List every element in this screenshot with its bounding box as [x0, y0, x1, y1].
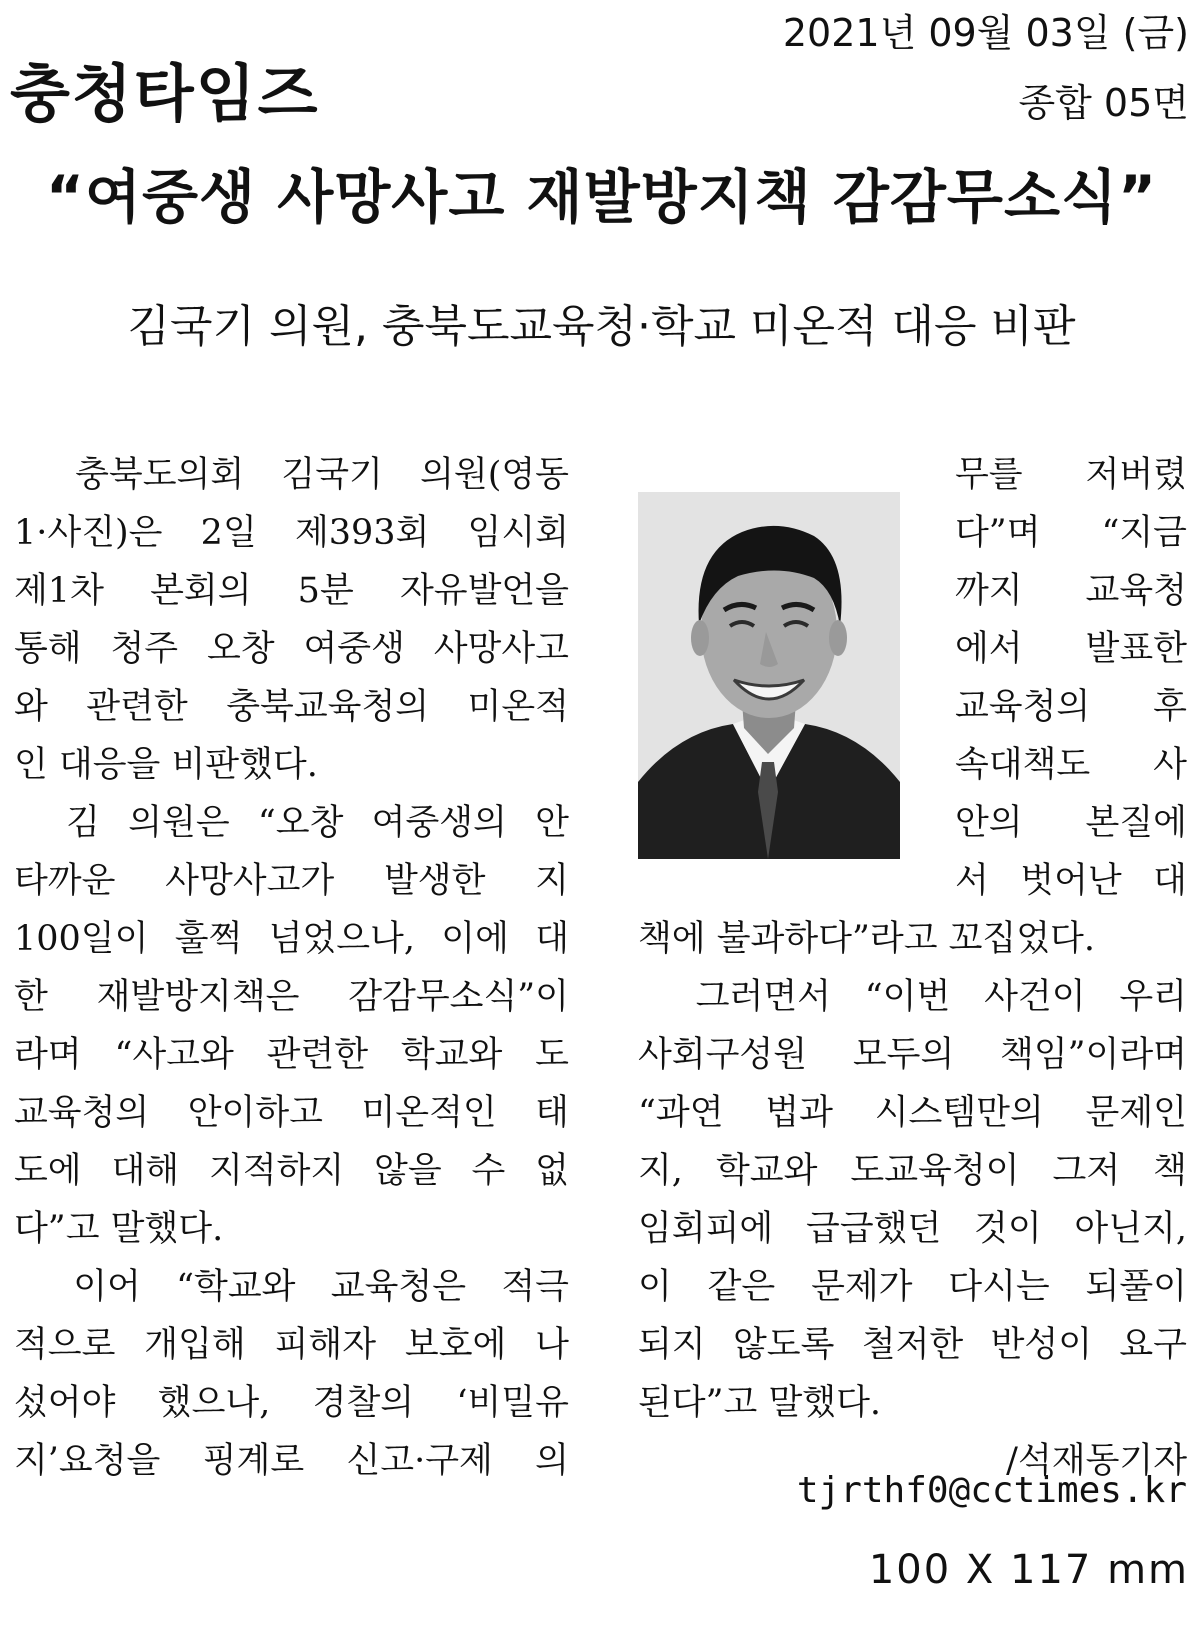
article-text-line: 책에 불과하다”라고 꼬집었다.: [638, 919, 1095, 959]
article-text-line: 이어 “학교와 교육청은 적극: [14, 1267, 569, 1307]
article-text-line: 이 같은 문제가 다시는 되풀이: [638, 1267, 1187, 1307]
page-section: 종합 05면: [1018, 81, 1189, 125]
clipping-size: 100 X 117 mm: [868, 1547, 1189, 1593]
article-text-line: 섰어야 했으나, 경찰의 ‘비밀유: [14, 1383, 569, 1423]
article-text-line: 되지 않도록 철저한 반성이 요구: [638, 1325, 1187, 1365]
article-column-left: [14, 446, 569, 1490]
article-text-line: 적으로 개입해 피해자 보호에 나: [14, 1325, 569, 1365]
article-text-line: 통해 청주 오창 여중생 사망사고: [14, 629, 569, 669]
article-text-line: 까지 교육청: [955, 571, 1187, 611]
article-text-line: 라며 “사고와 관련한 학교와 도: [14, 1035, 569, 1075]
article-text-line: 한 재발방지책은 감감무소식”이: [14, 977, 569, 1017]
article-text-line: “과연 법과 시스템만의 문제인: [638, 1093, 1187, 1133]
article-text-line: 서 벗어난 대: [955, 861, 1187, 901]
article-text-line: 된다”고 말했다.: [638, 1383, 882, 1423]
article-text-line: 교육청의 안이하고 미온적인 태: [14, 1093, 569, 1133]
article-column-right-lines: [638, 910, 1187, 1432]
newspaper-masthead: 충청타임즈: [10, 57, 320, 130]
article-headline: “여중생 사망사고 재발방지책 감감무소식”: [45, 163, 1158, 231]
article-text-line: 타까운 사망사고가 발생한 지: [14, 861, 569, 901]
article-text-line: 충북도의회 김국기 의원(영동: [14, 455, 569, 495]
article-text-line: 임회피에 급급했던 것이 아닌지,: [638, 1209, 1187, 1249]
article-text-line: 속대책도 사: [955, 745, 1187, 785]
article-text-line: 1·사진)은 2일 제393회 임시회: [14, 513, 569, 553]
article-text-line: 교육청의 후: [955, 687, 1187, 727]
article-subheadline: 김국기 의원, 충북도교육청·학교 미온적 대응 비판: [127, 301, 1076, 352]
article-text-line: 다”고 말했다.: [14, 1209, 224, 1249]
portrait-illustration: [638, 492, 900, 859]
article-text-line: 사회구성원 모두의 책임”이라며: [638, 1035, 1187, 1075]
article-column-right-beside-photo: [955, 446, 1187, 910]
article-text-line: 안의 본질에: [955, 803, 1187, 843]
article-text-line: 100일이 훌쩍 넘었으나, 이에 대: [14, 919, 569, 959]
article-text-line: 도에 대해 지적하지 않을 수 없: [14, 1151, 569, 1191]
article-text-line: 와 관련한 충북교육청의 미온적: [14, 687, 569, 727]
reporter-email: tjrthf0@cctimes.kr: [796, 1470, 1187, 1511]
article-text-line: 에서 발표한: [955, 629, 1187, 669]
article-text-line: 인 대응을 비판했다.: [14, 745, 318, 785]
reporter-byline: /석재동기자: [1006, 1441, 1187, 1481]
article-text-line: 지, 학교와 도교육청이 그저 책: [638, 1151, 1187, 1191]
article-text-line: 김 의원은 “오창 여중생의 안: [14, 803, 569, 843]
article-column-right: [638, 910, 1187, 1490]
article-text-line: 지’요청을 핑계로 신고·구제 의: [14, 1441, 569, 1481]
article-text-line: 제1차 본회의 5분 자유발언을: [14, 571, 569, 611]
reporter-portrait-photo: [638, 492, 900, 859]
article-text-line: 그러면서 “이번 사건이 우리: [638, 977, 1187, 1017]
article-text-line: 무를 저버렸: [955, 455, 1187, 495]
publication-date: 2021년 09월 03일 (금): [782, 11, 1189, 55]
article-text-line: 다”며 “지금: [955, 513, 1187, 553]
